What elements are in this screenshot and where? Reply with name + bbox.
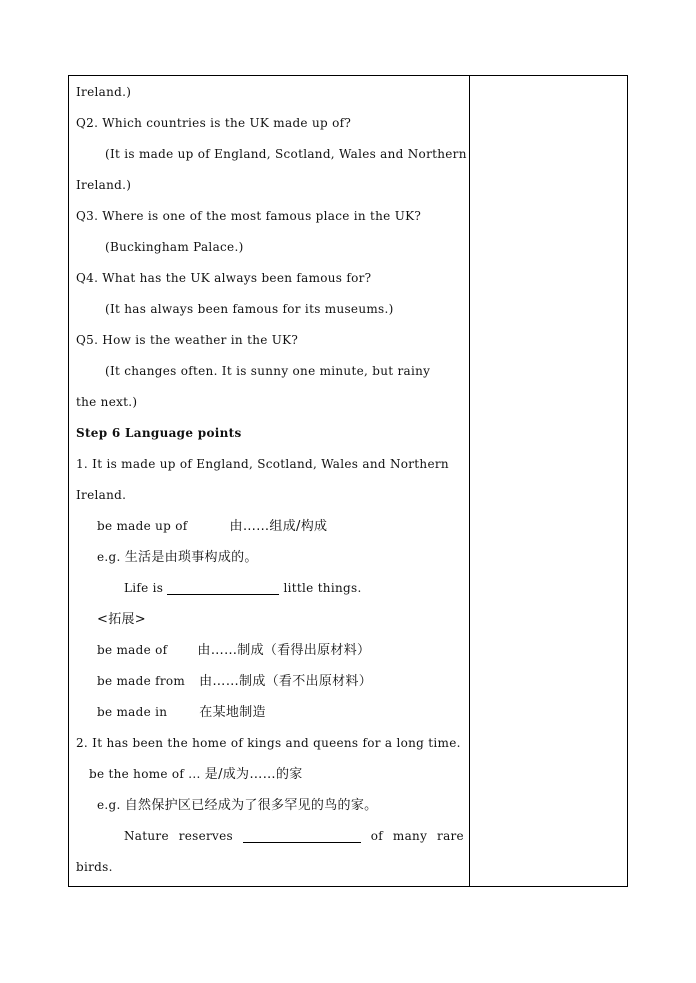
answer-q2: (It is made up of England, Scotland, Wales and Northern	[105, 147, 467, 161]
phrase-meaning: 由……组成/构成	[229, 519, 328, 534]
text-line: the next.)	[76, 395, 138, 409]
question-q2: Q2. Which countries is the UK made up of?	[76, 116, 352, 130]
example-line	[76, 542, 464, 573]
blank-field	[243, 830, 361, 843]
language-point-1: 1. It is made up of England, Scotland, Wales and Northern	[76, 457, 449, 471]
question-q5: Q5. How is the weather in the UK?	[76, 333, 299, 347]
phrase-line: be made in 在某地制造	[97, 705, 266, 720]
text-line: Ireland.	[76, 488, 127, 502]
fill-in-line: Nature reserves of many rare	[124, 829, 464, 843]
lesson-content	[76, 77, 467, 883]
text-line: Ireland.)	[76, 85, 132, 99]
question-q3: Q3. Where is one of the most famous place in the UK?	[76, 209, 422, 223]
section-heading: Step 6 Language points	[76, 426, 242, 440]
extension-label: <拓展>	[97, 612, 146, 627]
phrase-line	[76, 511, 464, 542]
example-line: e.g. 自然保护区已经成为了很多罕见的鸟的家。	[97, 798, 378, 813]
column-divider	[469, 75, 470, 887]
example-chinese: 生活是由琐事构成的。	[124, 550, 258, 565]
text-line: birds.	[76, 860, 113, 874]
phrase: be made up of	[97, 519, 188, 533]
language-point-2: 2. It has been the home of kings and queens for a long time.	[76, 736, 461, 750]
text-line: Ireland.)	[76, 178, 132, 192]
example-label: e.g.	[97, 550, 125, 564]
question-q4: Q4. What has the UK always been famous for?	[76, 271, 372, 285]
answer-q5: (It changes often. It is sunny one minute, but rainy	[105, 364, 431, 378]
phrase-line: be the home of ... 是/成为……的家	[89, 767, 303, 782]
phrase-line: be made of 由……制成（看得出原材料）	[97, 643, 371, 658]
phrase-line: be made from 由……制成（看不出原材料）	[97, 674, 373, 689]
answer-q4: (It has always been famous for its museums.)	[105, 302, 394, 316]
fill-in-line: Life is little things.	[124, 581, 362, 595]
answer-q3: (Buckingham Palace.)	[105, 240, 244, 254]
blank-field	[167, 582, 279, 595]
